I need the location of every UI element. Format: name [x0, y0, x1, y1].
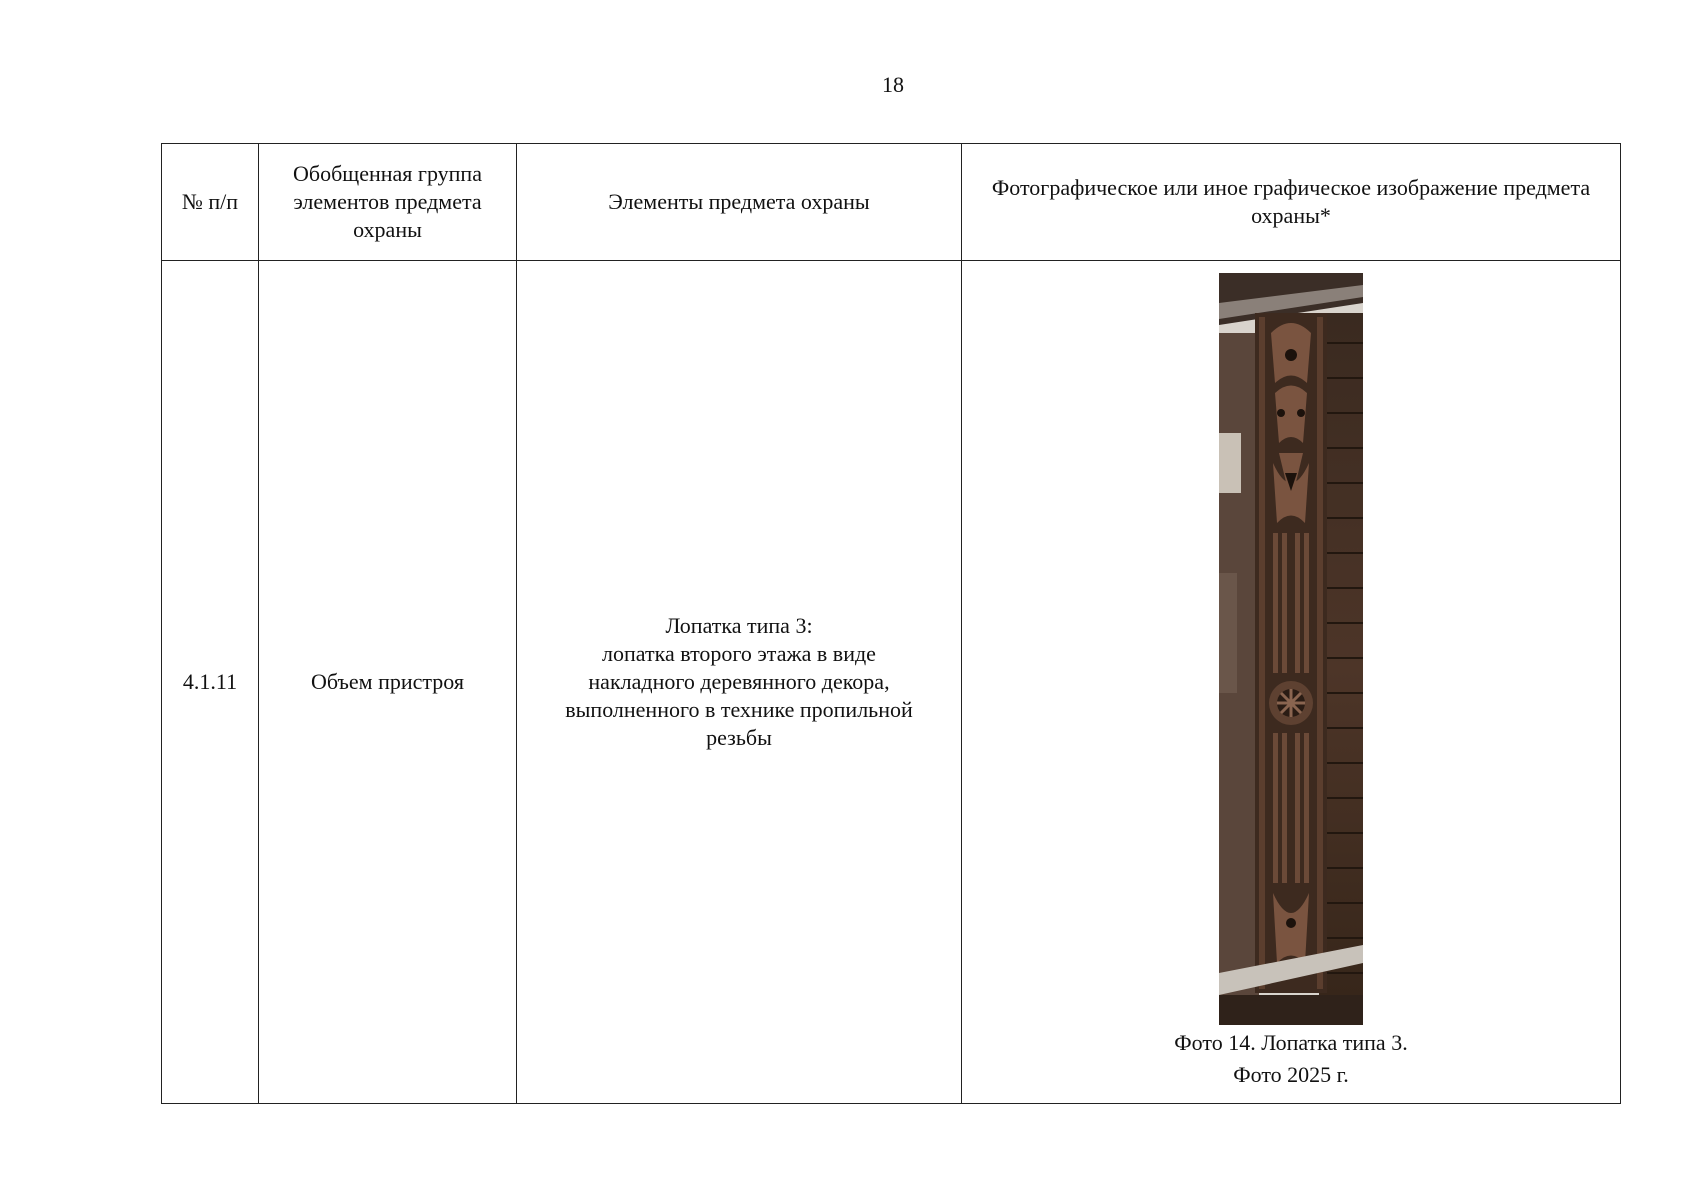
element-line: выполненного в технике пропильной [565, 697, 913, 722]
carved-pilaster-photo [1219, 273, 1363, 1025]
row-elements [517, 261, 962, 1104]
element-line: Лопатка типа 3: [665, 613, 813, 638]
element-line: накладного деревянного декора, [588, 669, 890, 694]
caption-line: Фото 2025 г. [1233, 1062, 1349, 1087]
table-row [162, 261, 1621, 1104]
row-number: 4.1.11 [162, 261, 259, 1104]
table-header-row [162, 144, 1621, 261]
header-number: № п/п [162, 144, 259, 261]
caption-line: Фото 14. Лопатка типа 3. [1174, 1030, 1408, 1055]
element-line: резьбы [706, 725, 772, 750]
header-group: Обобщенная группа элементов предмета охраны [259, 144, 517, 261]
page-number: 18 [882, 72, 904, 97]
row-group: Объем пристроя [259, 261, 517, 1104]
protection-items-table [161, 143, 1621, 1104]
element-line: лопатка второго этажа в виде [602, 641, 876, 666]
header-photo: Фотографическое или иное графическое изображение предмета охраны* [962, 144, 1621, 261]
row-photo [962, 261, 1621, 1104]
header-elements: Элементы предмета охраны [517, 144, 962, 261]
photo-caption [974, 1027, 1608, 1091]
